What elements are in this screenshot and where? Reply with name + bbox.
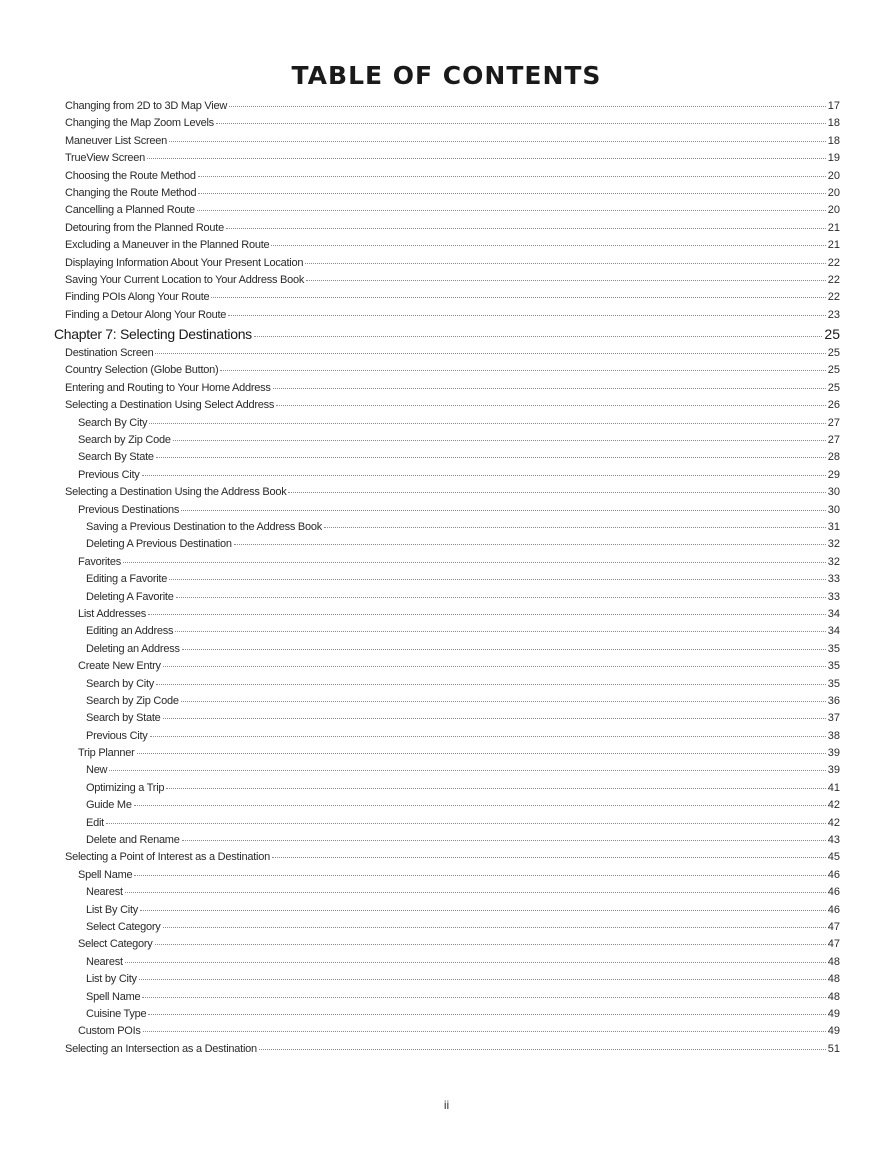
toc-entry-label: Selecting a Destination Using the Address Book bbox=[65, 486, 287, 499]
toc-entry-page-number: 33 bbox=[827, 573, 840, 586]
toc-entry-label: Edit bbox=[86, 816, 104, 829]
toc-entry[interactable] bbox=[54, 152, 840, 169]
table-of-contents bbox=[54, 100, 840, 1060]
toc-entry[interactable] bbox=[54, 904, 840, 921]
toc-entry-page-number: 32 bbox=[827, 555, 840, 568]
toc-entry-label: Finding POIs Along Your Route bbox=[65, 291, 210, 304]
toc-entry-page-number: 45 bbox=[827, 851, 840, 864]
dot-leader bbox=[324, 526, 826, 528]
toc-entry-page-number: 47 bbox=[827, 920, 840, 933]
toc-entry-label: Detouring from the Planned Route bbox=[65, 221, 224, 234]
toc-entry[interactable] bbox=[54, 678, 840, 695]
toc-entry-page-number: 46 bbox=[827, 868, 840, 881]
toc-entry-page-number: 22 bbox=[827, 291, 840, 304]
toc-entry[interactable] bbox=[54, 608, 840, 625]
toc-entry-label: Cancelling a Planned Route bbox=[65, 204, 195, 217]
toc-entry-label: Search by State bbox=[86, 712, 161, 725]
toc-entry-page-number: 17 bbox=[827, 100, 840, 112]
dot-leader bbox=[272, 856, 826, 858]
toc-entry-page-number: 21 bbox=[827, 239, 840, 252]
toc-entry[interactable] bbox=[54, 869, 840, 886]
toc-entry[interactable] bbox=[54, 486, 840, 503]
toc-entry-label: Previous Destinations bbox=[78, 503, 180, 516]
toc-entry-label: Search By State bbox=[78, 451, 154, 464]
dot-leader bbox=[273, 387, 826, 389]
dot-leader bbox=[156, 683, 826, 685]
toc-entry-page-number: 30 bbox=[827, 486, 840, 499]
toc-entry-label: Excluding a Maneuver in the Planned Route bbox=[65, 239, 270, 252]
toc-entry-page-number: 21 bbox=[827, 221, 840, 234]
dot-leader bbox=[106, 822, 826, 824]
dot-leader bbox=[125, 961, 826, 963]
toc-entry-label: Guide Me bbox=[86, 799, 132, 812]
dot-leader bbox=[148, 1013, 825, 1015]
toc-entry-page-number: 25 bbox=[827, 381, 840, 394]
toc-entry[interactable] bbox=[54, 170, 840, 187]
dot-leader bbox=[155, 943, 826, 945]
dot-leader bbox=[220, 369, 825, 371]
dot-leader bbox=[198, 192, 825, 194]
toc-entry-page-number: 34 bbox=[827, 625, 840, 638]
toc-entry-label: Trip Planner bbox=[78, 747, 135, 760]
toc-entry-label: Select Category bbox=[86, 920, 161, 933]
toc-entry-label: Changing from 2D to 3D Map View bbox=[65, 100, 228, 112]
toc-entry[interactable] bbox=[54, 1025, 840, 1042]
dot-leader bbox=[305, 262, 826, 264]
dot-leader bbox=[175, 630, 826, 632]
dot-leader bbox=[181, 509, 826, 511]
dot-leader bbox=[276, 404, 826, 406]
toc-entry-page-number: 20 bbox=[827, 204, 840, 217]
toc-entry-page-number: 26 bbox=[827, 399, 840, 412]
toc-entry[interactable] bbox=[54, 187, 840, 204]
toc-entry[interactable] bbox=[54, 573, 840, 590]
toc-entry[interactable] bbox=[54, 521, 840, 538]
dot-leader bbox=[259, 1048, 826, 1050]
toc-entry-page-number: 19 bbox=[827, 152, 840, 165]
toc-entry-label: Editing a Favorite bbox=[86, 573, 168, 586]
toc-entry-page-number: 30 bbox=[827, 503, 840, 516]
dot-leader bbox=[254, 335, 823, 337]
toc-entry-label: Destination Screen bbox=[65, 347, 154, 360]
toc-entry-label: Delete and Rename bbox=[86, 834, 180, 847]
toc-entry-label: Editing an Address bbox=[86, 625, 174, 638]
toc-entry-label: Previous City bbox=[78, 468, 140, 481]
toc-entry-label: Chapter 7: Selecting Destinations bbox=[54, 326, 252, 343]
toc-entry[interactable] bbox=[54, 991, 840, 1008]
toc-entry-page-number: 33 bbox=[827, 590, 840, 603]
toc-entry-page-number: 49 bbox=[827, 1007, 840, 1020]
dot-leader bbox=[147, 157, 826, 159]
toc-entry-label: Selecting an Intersection as a Destination bbox=[65, 1042, 257, 1055]
toc-entry-page-number: 23 bbox=[827, 308, 840, 321]
toc-entry-page-number: 25 bbox=[827, 347, 840, 360]
toc-entry-page-number: 48 bbox=[827, 990, 840, 1003]
toc-entry-page-number: 39 bbox=[827, 764, 840, 777]
page-title: TABLE OF CONTENTS bbox=[291, 60, 602, 90]
toc-chapter-entry[interactable] bbox=[54, 326, 840, 347]
toc-entry[interactable] bbox=[54, 591, 840, 608]
toc-entry-page-number: 27 bbox=[827, 434, 840, 447]
dot-leader bbox=[163, 717, 826, 719]
toc-entry[interactable] bbox=[54, 538, 840, 555]
dot-leader bbox=[150, 735, 826, 737]
dot-leader bbox=[288, 491, 825, 493]
toc-entry-label: Search by City bbox=[86, 677, 155, 690]
toc-entry[interactable] bbox=[54, 309, 840, 326]
dot-leader bbox=[226, 227, 826, 229]
toc-entry-label: Changing the Map Zoom Levels bbox=[65, 117, 214, 130]
toc-entry-page-number: 36 bbox=[827, 694, 840, 707]
toc-entry-page-number: 25 bbox=[827, 364, 840, 377]
toc-entry[interactable] bbox=[54, 938, 840, 955]
dot-leader bbox=[139, 978, 826, 980]
toc-entry-label: List by City bbox=[86, 973, 137, 986]
toc-entry-page-number: 22 bbox=[827, 256, 840, 269]
dot-leader bbox=[234, 543, 826, 545]
toc-entry[interactable] bbox=[54, 747, 840, 764]
toc-entry-page-number: 35 bbox=[827, 677, 840, 690]
toc-entry[interactable] bbox=[54, 135, 840, 152]
dot-leader bbox=[182, 839, 826, 841]
toc-entry-page-number: 47 bbox=[827, 938, 840, 951]
toc-entry-page-number: 18 bbox=[827, 134, 840, 147]
toc-entry-label: Displaying Information About Your Present Location bbox=[65, 256, 304, 269]
toc-entry-label: Favorites bbox=[78, 555, 121, 568]
toc-entry-label: Deleting A Favorite bbox=[86, 590, 174, 603]
dot-leader bbox=[134, 804, 826, 806]
toc-entry[interactable] bbox=[54, 257, 840, 274]
toc-entry[interactable] bbox=[54, 886, 840, 903]
toc-entry-page-number: 41 bbox=[827, 781, 840, 794]
toc-entry-label: Maneuver List Screen bbox=[65, 134, 167, 147]
toc-entry[interactable] bbox=[54, 921, 840, 938]
dot-leader bbox=[155, 352, 825, 354]
toc-entry-page-number: 48 bbox=[827, 955, 840, 968]
toc-entry-label: List Addresses bbox=[78, 607, 147, 620]
toc-entry[interactable] bbox=[54, 100, 840, 117]
toc-entry-page-number: 35 bbox=[827, 642, 840, 655]
dot-leader bbox=[306, 279, 826, 281]
toc-entry-page-number: 43 bbox=[827, 834, 840, 847]
toc-entry[interactable] bbox=[54, 399, 840, 416]
toc-entry-label: TrueView Screen bbox=[65, 152, 146, 165]
dot-leader bbox=[182, 648, 826, 650]
toc-entry[interactable] bbox=[54, 834, 840, 851]
toc-entry[interactable] bbox=[54, 1008, 840, 1025]
dot-leader bbox=[125, 891, 826, 893]
toc-entry[interactable] bbox=[54, 643, 840, 660]
dot-leader bbox=[197, 209, 826, 211]
toc-entry[interactable] bbox=[54, 364, 840, 381]
dot-leader bbox=[123, 561, 826, 563]
toc-entry-page-number: 20 bbox=[827, 169, 840, 182]
toc-entry-label: Nearest bbox=[86, 886, 123, 899]
toc-entry-page-number: 49 bbox=[827, 1025, 840, 1038]
dot-leader bbox=[169, 578, 826, 580]
dot-leader bbox=[169, 140, 826, 142]
dot-leader bbox=[134, 874, 825, 876]
toc-entry-page-number: 20 bbox=[827, 186, 840, 199]
toc-entry-page-number: 42 bbox=[827, 799, 840, 812]
toc-entry-label: Selecting a Point of Interest as a Destination bbox=[65, 851, 270, 864]
toc-entry-page-number: 46 bbox=[827, 886, 840, 899]
toc-entry-page-number: 42 bbox=[827, 816, 840, 829]
toc-entry-page-number: 29 bbox=[827, 468, 840, 481]
toc-entry-label: Choosing the Route Method bbox=[65, 169, 196, 182]
toc-entry[interactable] bbox=[54, 382, 840, 399]
toc-entry[interactable] bbox=[54, 817, 840, 834]
dot-leader bbox=[109, 769, 825, 771]
toc-entry-page-number: 37 bbox=[827, 712, 840, 725]
toc-entry-label: Cuisine Type bbox=[86, 1007, 147, 1020]
dot-leader bbox=[173, 439, 826, 441]
toc-entry-page-number: 32 bbox=[827, 538, 840, 551]
dot-leader bbox=[198, 175, 826, 177]
dot-leader bbox=[271, 244, 825, 246]
toc-entry[interactable] bbox=[54, 504, 840, 521]
toc-entry-label: Search By City bbox=[78, 416, 148, 429]
toc-entry-page-number: 35 bbox=[827, 660, 840, 673]
toc-entry[interactable] bbox=[54, 712, 840, 729]
toc-entry[interactable] bbox=[54, 973, 840, 990]
toc-entry-page-number: 25 bbox=[824, 326, 840, 343]
toc-entry[interactable] bbox=[54, 695, 840, 712]
dot-leader bbox=[137, 752, 826, 754]
toc-entry[interactable] bbox=[54, 799, 840, 816]
dot-leader bbox=[163, 665, 826, 667]
toc-entry-page-number: 18 bbox=[827, 117, 840, 130]
toc-entry[interactable] bbox=[54, 451, 840, 468]
toc-entry[interactable] bbox=[54, 434, 840, 451]
dot-leader bbox=[149, 422, 826, 424]
toc-entry[interactable] bbox=[54, 556, 840, 573]
dot-leader bbox=[142, 474, 826, 476]
toc-entry[interactable] bbox=[54, 291, 840, 308]
toc-entry[interactable] bbox=[54, 660, 840, 677]
dot-leader bbox=[148, 613, 826, 615]
dot-leader bbox=[176, 596, 826, 598]
toc-entry-page-number: 22 bbox=[827, 273, 840, 286]
dot-leader bbox=[216, 122, 826, 124]
toc-entry-label: Selecting a Destination Using Select Address bbox=[65, 399, 275, 412]
toc-entry-label: Spell Name bbox=[86, 990, 141, 1003]
toc-entry-label: New bbox=[86, 764, 108, 777]
toc-entry[interactable] bbox=[54, 730, 840, 747]
toc-entry[interactable] bbox=[54, 1043, 840, 1060]
toc-entry[interactable] bbox=[54, 956, 840, 973]
toc-entry[interactable] bbox=[54, 469, 840, 486]
toc-entry-label: Changing the Route Method bbox=[65, 186, 197, 199]
dot-leader bbox=[181, 700, 826, 702]
dot-leader bbox=[163, 926, 826, 928]
toc-entry-page-number: 39 bbox=[827, 747, 840, 760]
toc-entry-label: Nearest bbox=[86, 955, 123, 968]
toc-entry-label: Custom POIs bbox=[78, 1025, 141, 1038]
toc-entry-label: Search by Zip Code bbox=[86, 694, 179, 707]
toc-entry[interactable] bbox=[54, 347, 840, 364]
toc-entry-label: Saving Your Current Location to Your Address Book bbox=[65, 273, 305, 286]
toc-entry[interactable] bbox=[54, 851, 840, 868]
toc-entry-page-number: 27 bbox=[827, 416, 840, 429]
toc-entry-page-number: 51 bbox=[827, 1042, 840, 1055]
toc-entry-label: Finding a Detour Along Your Route bbox=[65, 308, 227, 321]
toc-entry[interactable] bbox=[54, 117, 840, 134]
dot-leader bbox=[142, 996, 825, 998]
toc-entry-label: Country Selection (Globe Button) bbox=[65, 364, 219, 377]
dot-leader bbox=[228, 314, 826, 316]
dot-leader bbox=[211, 296, 825, 298]
dot-leader bbox=[229, 105, 826, 107]
toc-entry-label: Create New Entry bbox=[78, 660, 161, 673]
toc-entry-label: Previous City bbox=[86, 729, 148, 742]
toc-entry-page-number: 46 bbox=[827, 903, 840, 916]
toc-entry[interactable] bbox=[54, 782, 840, 799]
toc-entry-label: Search by Zip Code bbox=[78, 434, 171, 447]
toc-entry-label: Spell Name bbox=[78, 868, 133, 881]
toc-entry-page-number: 34 bbox=[827, 607, 840, 620]
toc-entry-page-number: 48 bbox=[827, 973, 840, 986]
page-number: ii bbox=[443, 1098, 450, 1112]
toc-entry[interactable] bbox=[54, 417, 840, 434]
toc-entry-label: Entering and Routing to Your Home Address bbox=[65, 381, 271, 394]
toc-entry-page-number: 28 bbox=[827, 451, 840, 464]
toc-entry-page-number: 31 bbox=[827, 520, 840, 533]
dot-leader bbox=[143, 1030, 826, 1032]
toc-entry-page-number: 38 bbox=[827, 729, 840, 742]
toc-entry-label: Select Category bbox=[78, 938, 153, 951]
toc-entry[interactable] bbox=[54, 764, 840, 781]
toc-entry[interactable] bbox=[54, 239, 840, 256]
toc-entry[interactable] bbox=[54, 625, 840, 642]
toc-entry[interactable] bbox=[54, 204, 840, 221]
dot-leader bbox=[156, 456, 826, 458]
toc-entry-label: Optimizing a Trip bbox=[86, 781, 165, 794]
toc-entry-label: Deleting A Previous Destination bbox=[86, 538, 232, 551]
toc-entry-label: Saving a Previous Destination to the Address Book bbox=[86, 520, 323, 533]
toc-entry[interactable] bbox=[54, 222, 840, 239]
toc-entry-label: Deleting an Address bbox=[86, 642, 180, 655]
toc-entry[interactable] bbox=[54, 274, 840, 291]
dot-leader bbox=[140, 909, 826, 911]
toc-entry-label: List By City bbox=[86, 903, 139, 916]
dot-leader bbox=[166, 787, 825, 789]
